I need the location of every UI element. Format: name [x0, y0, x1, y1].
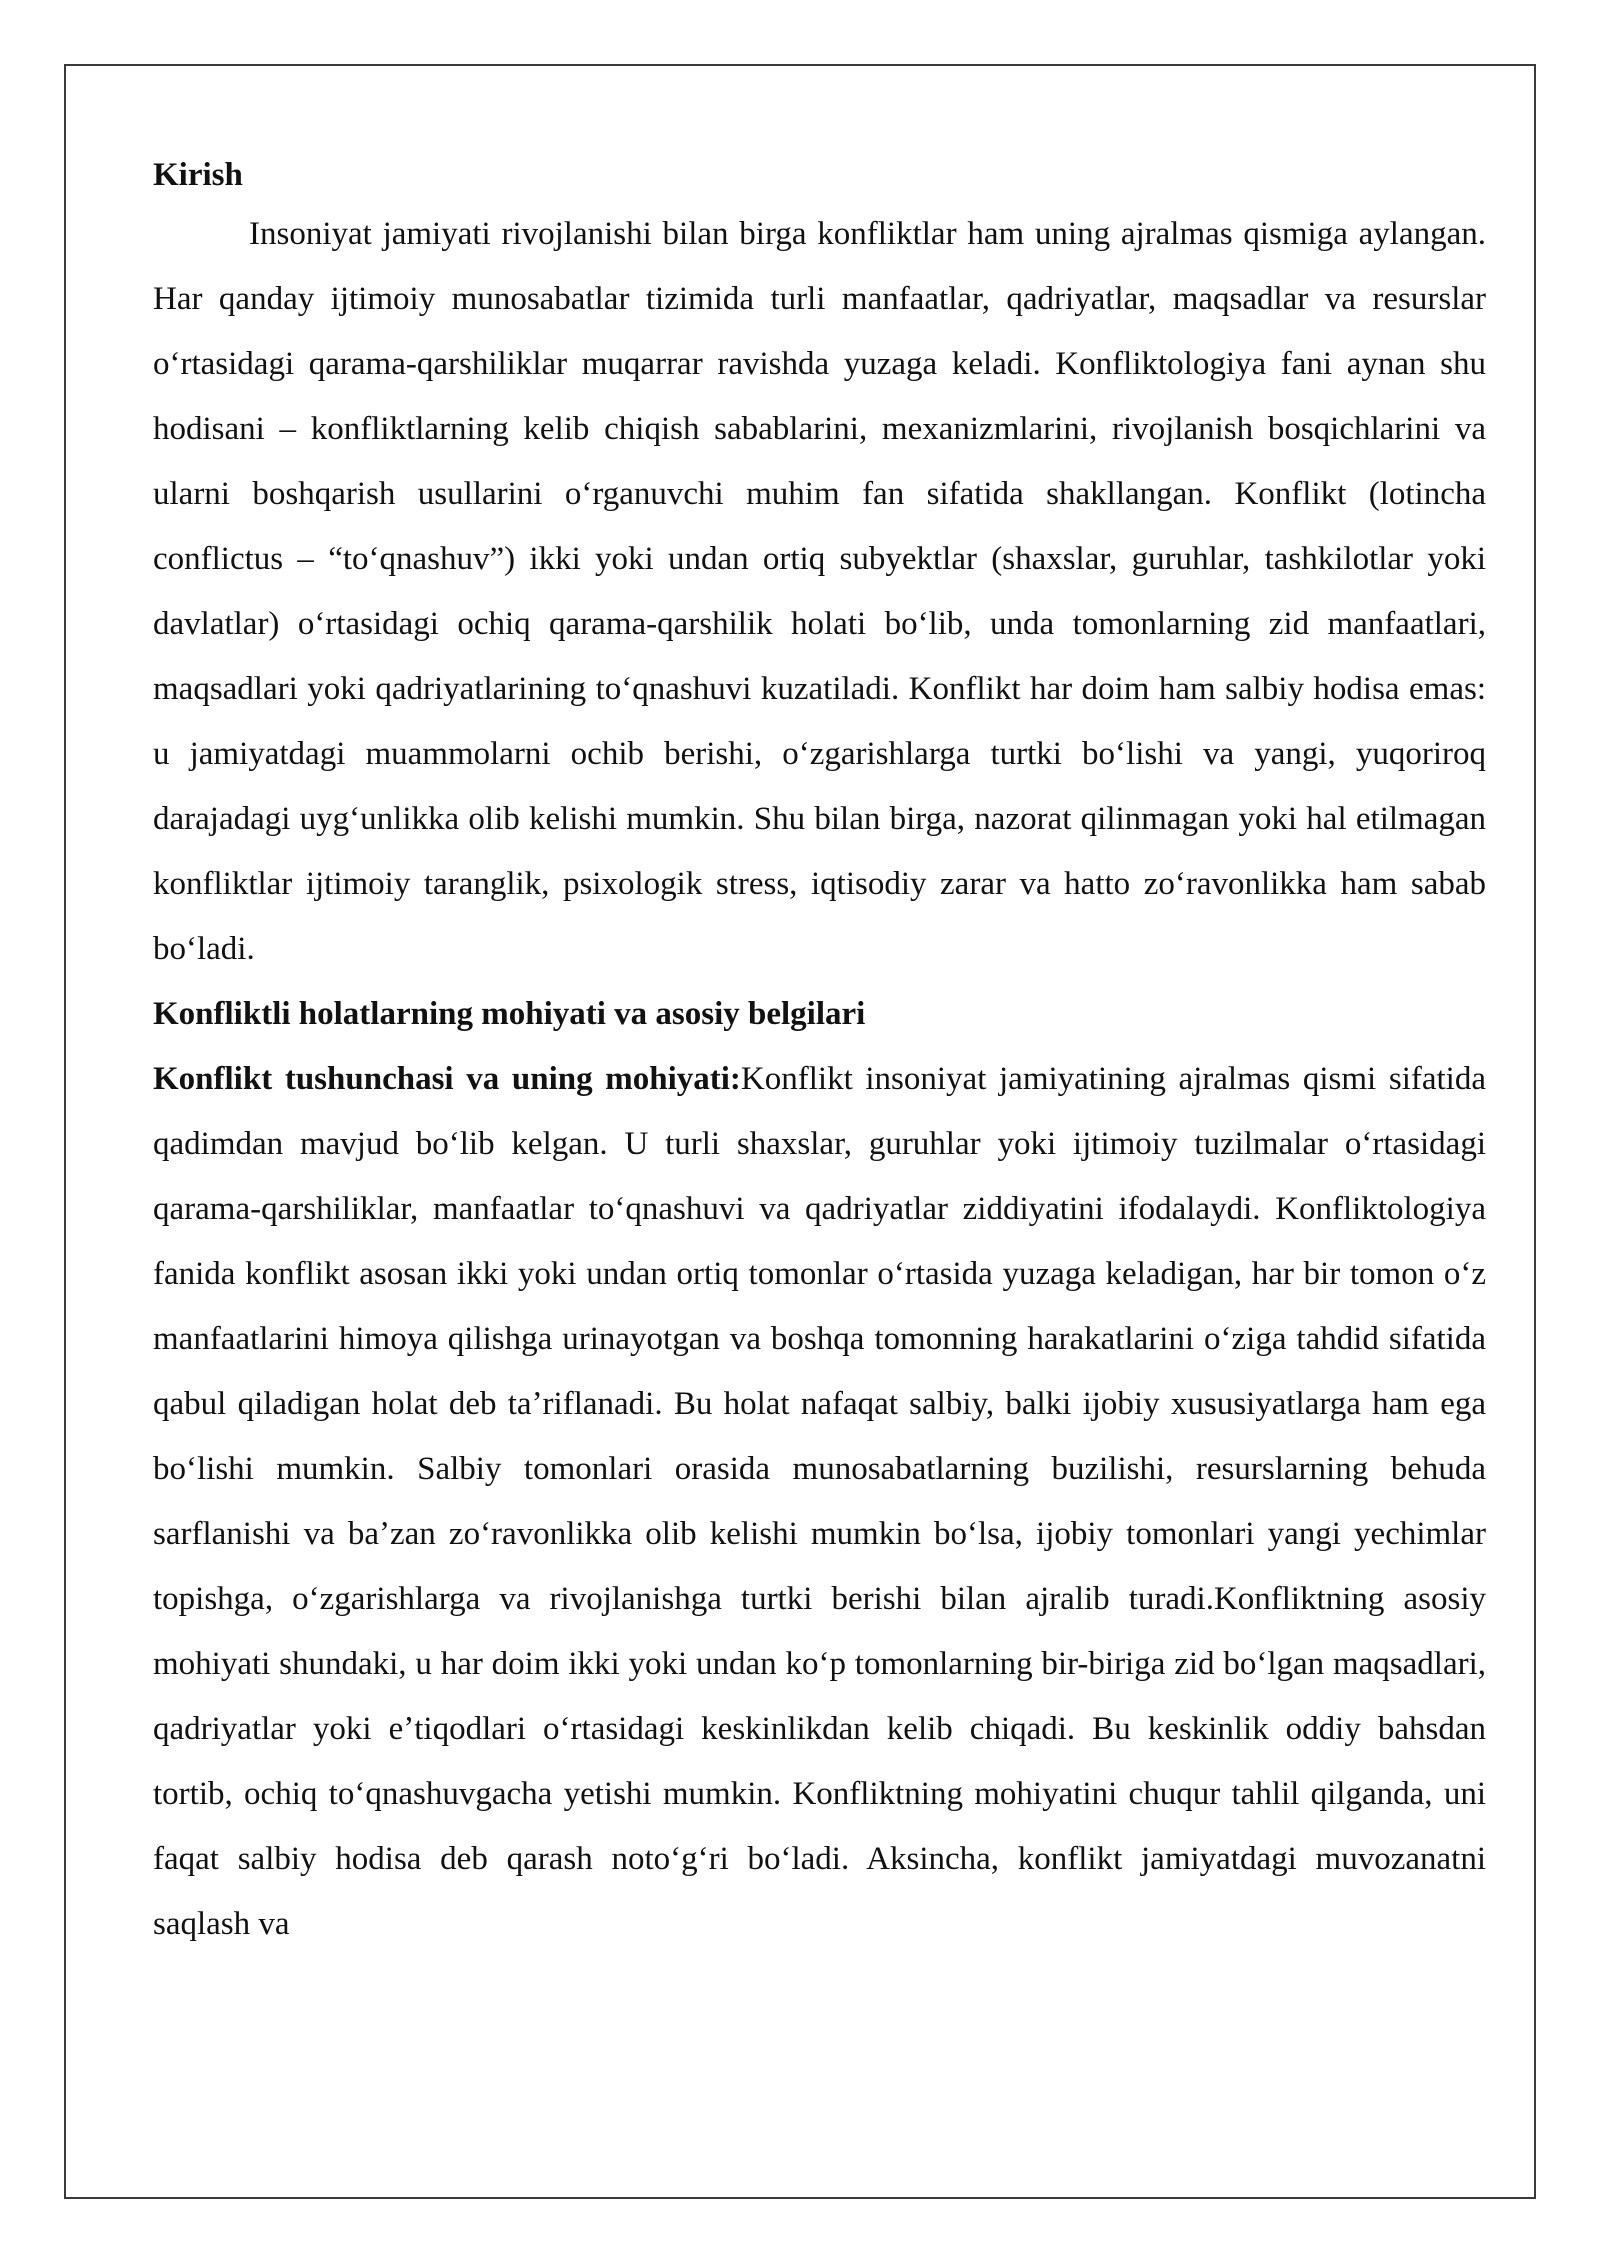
intro-heading: Kirish — [153, 157, 243, 193]
document-body — [153, 148, 1486, 1957]
subsection-paragraph — [153, 1047, 1486, 1957]
subsection-text: Konflikt insoniyat jamiyatining ajralmas qismi sifatida qadimdan mavjud boʻlib kelgan. U turli shaxslar, guruhlar yoki ijtimoiy tuzilmalar oʻrtasidagi qarama-qarshiliklar, manfaatlar toʻqnashuvi va qadriyatlar ziddiyatini ifodalaydi. Konfliktologiya fanida konflikt asosan ikki yoki undan ortiq tomonlar oʻrtasida yuzaga keladigan, har bir tomon oʻz manfaatlarini himoya qilishga urinayotgan va boshqa tomonning harakatlarini oʻziga tahdid sifatida qabul qiladigan holat deb taʼriflanadi. Bu holat nafaqat salbiy, balki ijobiy xususiyatlarga ham ega boʻlishi mumkin. Salbiy tomonlari orasida munosabatlarning buzilishi, resurslarning behuda sarflanishi va baʼzan zoʻravonlikka olib kelishi mumkin boʻlsa, ijobiy tomonlari yangi yechimlar topishga, oʻzgarishlarga va rivojlanishga turtki berishi bilan ajralib turadi.Konfliktning asosiy mohiyati shundaki, u har doim ikki yoki undan koʻp tomonlarning bir-biriga zid boʻlgan maqsadlari, qadriyatlar yoki eʼtiqodlari oʻrtasidagi keskinlikdan kelib chiqadi. Bu keskinlik oddiy bahsdan tortib, ochiq toʻqnashuvgacha yetishi mumkin. Konfliktning mohiyatini chuqur tahlil qilganda, uni faqat salbiy hodisa deb qarash notoʻgʻri boʻladi. Aksincha, konflikt jamiyatdagi muvozanatni saqlash va — [153, 1061, 1486, 1942]
subsection-label: Konflikt tushunchasi va uning mohiyati: — [153, 1061, 741, 1097]
section-title: Konfliktli holatlarning mohiyati va asosiy belgilari — [153, 996, 866, 1032]
intro-paragraph: Insoniyat jamiyati rivojlanishi bilan birga konfliktlar ham uning ajralmas qismiga aylangan. Har qanday ijtimoiy munosabatlar tizimida turli manfaatlar, qadriyatlar, maqsadlar va resurslar oʻrtasidagi qarama-qarshiliklar muqarrar ravishda yuzaga keladi. Konfliktologiya fani aynan shu hodisani – konfliktlarning kelib chiqish sabablarini, mexanizmlarini, rivojlanish bosqichlarini va ularni boshqarish usullarini oʻrganuvchi muhim fan sifatida shakllangan. Konflikt (lotincha conflictus – “toʻqnashuv”) ikki yoki undan ortiq subyektlar (shaxslar, guruhlar, tashkilotlar yoki davlatlar) oʻrtasidagi ochiq qarama-qarshilik holati boʻlib, unda tomonlarning zid manfaatlari, maqsadlari yoki qadriyatlarining toʻqnashuvi kuzatiladi. Konflikt har doim ham salbiy hodisa emas: u jamiyatdagi muammolarni ochib berishi, oʻzgarishlarga turtki boʻlishi va yangi, yuqoriroq darajadagi uygʻunlikka olib kelishi mumkin. Shu bilan birga, nazorat qilinmagan yoki hal etilmagan konfliktlar ijtimoiy taranglik, psixologik stress, iqtisodiy zarar va hatto zoʻravonlikka ham sabab boʻladi. — [153, 216, 1486, 967]
